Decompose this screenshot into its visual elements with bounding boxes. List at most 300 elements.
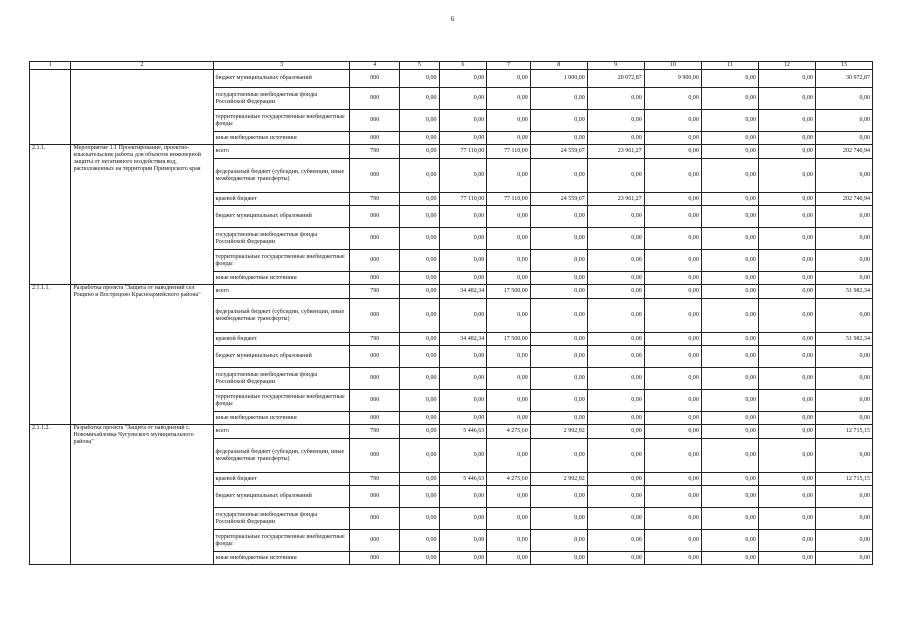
amount-cell: 12 715,15 — [815, 425, 872, 439]
amount-cell: 0,00 — [644, 159, 701, 193]
amount-cell: 51 982,34 — [815, 333, 872, 346]
amount-cell: 0,00 — [758, 272, 815, 285]
amount-cell: 0,00 — [400, 145, 439, 159]
amount-cell: 0,00 — [439, 412, 487, 425]
amount-cell: 0,00 — [530, 439, 587, 473]
amount-cell: 0,00 — [701, 530, 758, 552]
amount-cell: 0,00 — [644, 333, 701, 346]
amount-cell: 0,00 — [400, 299, 439, 333]
amount-cell: 0,00 — [587, 88, 644, 110]
amount-cell: 0,00 — [530, 285, 587, 299]
amount-cell: 0,00 — [587, 333, 644, 346]
amount-cell: 0,00 — [815, 508, 872, 530]
amount-cell: 0,00 — [587, 530, 644, 552]
amount-cell: 0,00 — [530, 159, 587, 193]
amount-cell: 0,00 — [815, 530, 872, 552]
budget-code-cell: 790 — [350, 473, 400, 486]
amount-cell: 0,00 — [644, 110, 701, 132]
amount-cell: 0,00 — [758, 346, 815, 368]
amount-cell: 0,00 — [530, 250, 587, 272]
amount-cell: 0,00 — [701, 110, 758, 132]
budget-code-cell: 000 — [350, 299, 400, 333]
amount-cell: 0,00 — [701, 159, 758, 193]
amount-cell: 0,00 — [530, 206, 587, 228]
amount-cell: 17 500,00 — [487, 333, 531, 346]
funding-source: государственные внебюджетные фонды Российской Федерации — [213, 508, 350, 530]
amount-cell: 0,00 — [701, 250, 758, 272]
amount-cell: 0,00 — [439, 508, 487, 530]
table-row — [30, 285, 873, 299]
amount-cell: 0,00 — [758, 110, 815, 132]
amount-cell: 0,00 — [439, 486, 487, 508]
amount-cell: 24 559,67 — [530, 145, 587, 159]
amount-cell: 34 482,34 — [439, 333, 487, 346]
amount-cell: 0,00 — [644, 206, 701, 228]
amount-cell: 0,00 — [815, 390, 872, 412]
funding-source: краевой бюджет — [213, 193, 350, 206]
funding-source: федеральный бюджет (субсидии, субвенции, иные межбюджетные трансферты) — [213, 439, 350, 473]
amount-cell: 0,00 — [400, 285, 439, 299]
amount-cell: 0,00 — [758, 390, 815, 412]
amount-cell: 0,00 — [644, 346, 701, 368]
funding-source: федеральный бюджет (субсидии, субвенции, иные межбюджетные трансферты) — [213, 159, 350, 193]
budget-code-cell: 790 — [350, 145, 400, 159]
amount-cell: 0,00 — [701, 206, 758, 228]
amount-cell: 0,00 — [400, 333, 439, 346]
amount-cell: 9 900,00 — [644, 70, 701, 88]
amount-cell: 0,00 — [587, 159, 644, 193]
amount-cell: 0,00 — [644, 508, 701, 530]
amount-cell: 0,00 — [439, 250, 487, 272]
amount-cell: 0,00 — [644, 285, 701, 299]
funding-source: территориальные государственные внебюджетные фонды — [213, 250, 350, 272]
amount-cell: 0,00 — [530, 272, 587, 285]
funding-source: государственные внебюджетные фонды Российской Федерации — [213, 88, 350, 110]
budget-code-cell: 000 — [350, 552, 400, 565]
amount-cell: 0,00 — [439, 272, 487, 285]
amount-cell: 0,00 — [587, 552, 644, 565]
funding-source: иные внебюджетные источники — [213, 272, 350, 285]
budget-code-cell: 000 — [350, 110, 400, 132]
amount-cell: 0,00 — [587, 368, 644, 390]
amount-cell: 0,00 — [701, 439, 758, 473]
amount-cell: 0,00 — [587, 299, 644, 333]
amount-cell: 0,00 — [400, 530, 439, 552]
budget-code-cell: 000 — [350, 412, 400, 425]
amount-cell: 2 992,92 — [530, 425, 587, 439]
amount-cell: 0,00 — [530, 412, 587, 425]
header-cell: 8 — [530, 62, 587, 70]
amount-cell: 0,00 — [439, 228, 487, 250]
amount-cell: 12 715,15 — [815, 473, 872, 486]
amount-cell: 0,00 — [400, 473, 439, 486]
amount-cell: 0,00 — [439, 88, 487, 110]
budget-code-cell: 000 — [350, 70, 400, 88]
item-code: 2.1.1.2. — [30, 425, 71, 565]
amount-cell: 0,00 — [587, 285, 644, 299]
amount-cell: 0,00 — [758, 250, 815, 272]
amount-cell: 0,00 — [587, 250, 644, 272]
amount-cell: 0,00 — [701, 88, 758, 110]
funding-source: государственные внебюджетные фонды Российской Федерации — [213, 368, 350, 390]
item-code: 2.1.1.1. — [30, 285, 71, 425]
amount-cell: 0,00 — [815, 299, 872, 333]
amount-cell: 0,00 — [701, 145, 758, 159]
amount-cell: 51 982,34 — [815, 285, 872, 299]
amount-cell: 0,00 — [587, 346, 644, 368]
budget-code-cell: 000 — [350, 368, 400, 390]
funding-source: бюджет муниципальных образований — [213, 206, 350, 228]
amount-cell: 0,00 — [815, 552, 872, 565]
table-row — [30, 145, 873, 159]
amount-cell: 0,00 — [701, 390, 758, 412]
amount-cell: 0,00 — [701, 70, 758, 88]
amount-cell: 0,00 — [530, 368, 587, 390]
funding-source: бюджет муниципальных образований — [213, 486, 350, 508]
amount-cell: 0,00 — [701, 473, 758, 486]
budget-code-cell: 000 — [350, 88, 400, 110]
amount-cell: 0,00 — [400, 272, 439, 285]
amount-cell: 0,00 — [530, 88, 587, 110]
amount-cell: 0,00 — [815, 412, 872, 425]
amount-cell: 0,00 — [758, 70, 815, 88]
budget-code-cell: 790 — [350, 333, 400, 346]
amount-cell: 0,00 — [400, 193, 439, 206]
amount-cell: 0,00 — [644, 193, 701, 206]
funding-source: иные внебюджетные источники — [213, 132, 350, 145]
amount-cell: 24 559,67 — [530, 193, 587, 206]
amount-cell: 0,00 — [701, 368, 758, 390]
budget-code-cell: 000 — [350, 439, 400, 473]
funding-source: территориальные государственные внебюджетные фонды — [213, 530, 350, 552]
amount-cell: 0,00 — [587, 425, 644, 439]
item-title: Разработка проекта "Защита от наводнений с. Новомихайловка Чугуевского муниципального района" — [71, 425, 213, 565]
amount-cell: 0,00 — [644, 88, 701, 110]
budget-code-cell: 000 — [350, 272, 400, 285]
budget-code-cell: 790 — [350, 425, 400, 439]
amount-cell: 0,00 — [758, 425, 815, 439]
amount-cell: 0,00 — [587, 473, 644, 486]
amount-cell: 0,00 — [439, 439, 487, 473]
amount-cell: 0,00 — [487, 439, 531, 473]
amount-cell: 0,00 — [644, 473, 701, 486]
amount-cell: 0,00 — [758, 368, 815, 390]
amount-cell: 0,00 — [487, 159, 531, 193]
amount-cell: 0,00 — [530, 228, 587, 250]
amount-cell: 0,00 — [400, 70, 439, 88]
amount-cell: 0,00 — [487, 412, 531, 425]
amount-cell: 0,00 — [487, 228, 531, 250]
amount-cell: 0,00 — [815, 206, 872, 228]
amount-cell: 0,00 — [439, 368, 487, 390]
amount-cell: 0,00 — [587, 412, 644, 425]
amount-cell: 0,00 — [487, 390, 531, 412]
funding-source: бюджет муниципальных образований — [213, 346, 350, 368]
amount-cell: 0,00 — [400, 486, 439, 508]
amount-cell: 0,00 — [587, 272, 644, 285]
amount-cell: 0,00 — [439, 110, 487, 132]
funding-source: бюджет муниципальных образований — [213, 70, 350, 88]
header-cell: 11 — [701, 62, 758, 70]
amount-cell: 0,00 — [439, 299, 487, 333]
table-row — [30, 70, 873, 88]
amount-cell: 0,00 — [400, 390, 439, 412]
amount-cell: 0,00 — [815, 228, 872, 250]
amount-cell: 0,00 — [400, 228, 439, 250]
amount-cell: 0,00 — [644, 299, 701, 333]
item-title: Разработка проекта "Защита от наводнений сел Рощино и Вострецово Красноармейского района" — [71, 285, 213, 425]
amount-cell: 0,00 — [644, 425, 701, 439]
amount-cell: 0,00 — [815, 88, 872, 110]
amount-cell: 0,00 — [701, 552, 758, 565]
amount-cell: 0,00 — [644, 552, 701, 565]
header-cell: 10 — [644, 62, 701, 70]
budget-code-cell: 000 — [350, 346, 400, 368]
amount-cell: 0,00 — [701, 132, 758, 145]
amount-cell: 0,00 — [758, 473, 815, 486]
amount-cell: 0,00 — [439, 132, 487, 145]
amount-cell: 0,00 — [701, 299, 758, 333]
amount-cell: 17 500,00 — [487, 285, 531, 299]
amount-cell: 0,00 — [758, 486, 815, 508]
amount-cell: 0,00 — [758, 193, 815, 206]
amount-cell: 0,00 — [815, 250, 872, 272]
amount-cell: 0,00 — [439, 70, 487, 88]
amount-cell: 30 972,87 — [815, 70, 872, 88]
amount-cell: 0,00 — [487, 368, 531, 390]
amount-cell: 5 446,63 — [439, 425, 487, 439]
amount-cell: 0,00 — [587, 132, 644, 145]
amount-cell: 0,00 — [644, 368, 701, 390]
amount-cell: 0,00 — [701, 333, 758, 346]
amount-cell: 0,00 — [400, 110, 439, 132]
amount-cell: 0,00 — [439, 206, 487, 228]
funding-source: иные внебюджетные источники — [213, 552, 350, 565]
amount-cell: 0,00 — [701, 228, 758, 250]
amount-cell: 0,00 — [587, 439, 644, 473]
page-number: 6 — [450, 15, 455, 23]
amount-cell: 0,00 — [758, 145, 815, 159]
amount-cell: 0,00 — [487, 530, 531, 552]
budget-code-cell: 000 — [350, 250, 400, 272]
amount-cell: 0,00 — [758, 299, 815, 333]
amount-cell: 0,00 — [530, 530, 587, 552]
amount-cell: 0,00 — [644, 250, 701, 272]
amount-cell: 0,00 — [530, 390, 587, 412]
amount-cell: 0,00 — [439, 530, 487, 552]
item-title — [71, 70, 213, 145]
funding-source: государственные внебюджетные фонды Российской Федерации — [213, 228, 350, 250]
amount-cell: 4 275,60 — [487, 473, 531, 486]
amount-cell: 0,00 — [487, 299, 531, 333]
amount-cell: 0,00 — [530, 110, 587, 132]
budget-code-cell: 000 — [350, 508, 400, 530]
amount-cell: 0,00 — [487, 88, 531, 110]
amount-cell: 0,00 — [487, 70, 531, 88]
amount-cell: 0,00 — [701, 425, 758, 439]
amount-cell: 0,00 — [400, 250, 439, 272]
amount-cell: 77 110,00 — [439, 193, 487, 206]
amount-cell: 0,00 — [815, 132, 872, 145]
amount-cell: 0,00 — [587, 206, 644, 228]
amount-cell: 0,00 — [644, 439, 701, 473]
amount-cell: 0,00 — [758, 412, 815, 425]
amount-cell: 0,00 — [487, 552, 531, 565]
amount-cell: 0,00 — [530, 346, 587, 368]
amount-cell: 0,00 — [815, 110, 872, 132]
amount-cell: 0,00 — [400, 206, 439, 228]
amount-cell: 0,00 — [701, 346, 758, 368]
amount-cell: 23 961,27 — [587, 145, 644, 159]
amount-cell: 0,00 — [400, 425, 439, 439]
amount-cell: 0,00 — [400, 159, 439, 193]
amount-cell: 0,00 — [758, 530, 815, 552]
amount-cell: 202 740,94 — [815, 193, 872, 206]
amount-cell: 0,00 — [439, 346, 487, 368]
funding-source: территориальные государственные внебюджетные фонды — [213, 110, 350, 132]
amount-cell: 0,00 — [530, 132, 587, 145]
amount-cell: 0,00 — [701, 193, 758, 206]
amount-cell: 0,00 — [530, 299, 587, 333]
header-cell: 1 — [30, 62, 71, 70]
header-cell: 2 — [71, 62, 213, 70]
amount-cell: 0,00 — [701, 272, 758, 285]
amount-cell: 0,00 — [487, 346, 531, 368]
amount-cell: 0,00 — [758, 228, 815, 250]
funding-source: иные внебюджетные источники — [213, 412, 350, 425]
amount-cell: 0,00 — [701, 508, 758, 530]
budget-code-cell: 790 — [350, 285, 400, 299]
amount-cell: 0,00 — [701, 486, 758, 508]
amount-cell: 0,00 — [587, 228, 644, 250]
item-code — [30, 70, 71, 145]
amount-cell: 0,00 — [758, 285, 815, 299]
header-cell: 7 — [487, 62, 531, 70]
amount-cell: 0,00 — [815, 486, 872, 508]
amount-cell: 0,00 — [530, 552, 587, 565]
amount-cell: 0,00 — [400, 346, 439, 368]
funding-source: всего — [213, 145, 350, 159]
amount-cell: 0,00 — [400, 368, 439, 390]
amount-cell: 77 110,00 — [487, 193, 531, 206]
amount-cell: 0,00 — [587, 486, 644, 508]
amount-cell: 77 110,00 — [487, 145, 531, 159]
budget-code-cell: 000 — [350, 530, 400, 552]
amount-cell: 202 740,94 — [815, 145, 872, 159]
amount-cell: 0,00 — [644, 390, 701, 412]
amount-cell: 0,00 — [758, 439, 815, 473]
amount-cell: 77 110,00 — [439, 145, 487, 159]
amount-cell: 0,00 — [530, 508, 587, 530]
amount-cell: 0,00 — [644, 145, 701, 159]
budget-table — [29, 61, 873, 565]
funding-source: краевой бюджет — [213, 333, 350, 346]
amount-cell: 0,00 — [758, 552, 815, 565]
amount-cell: 0,00 — [644, 272, 701, 285]
amount-cell: 0,00 — [400, 88, 439, 110]
amount-cell: 0,00 — [487, 132, 531, 145]
header-row — [30, 62, 873, 70]
amount-cell: 0,00 — [439, 390, 487, 412]
funding-source: краевой бюджет — [213, 473, 350, 486]
amount-cell: 34 482,34 — [439, 285, 487, 299]
budget-code-cell: 790 — [350, 193, 400, 206]
amount-cell: 0,00 — [439, 159, 487, 193]
amount-cell: 0,00 — [530, 486, 587, 508]
amount-cell: 0,00 — [587, 110, 644, 132]
amount-cell: 0,00 — [815, 272, 872, 285]
header-cell: 13 — [815, 62, 872, 70]
header-cell: 3 — [213, 62, 350, 70]
amount-cell: 0,00 — [400, 439, 439, 473]
amount-cell: 0,00 — [758, 333, 815, 346]
amount-cell: 0,00 — [400, 552, 439, 565]
amount-cell: 0,00 — [400, 412, 439, 425]
amount-cell: 0,00 — [758, 508, 815, 530]
funding-source: всего — [213, 425, 350, 439]
amount-cell: 0,00 — [758, 132, 815, 145]
amount-cell: 0,00 — [758, 206, 815, 228]
budget-code-cell: 000 — [350, 206, 400, 228]
amount-cell: 0,00 — [644, 228, 701, 250]
header-cell: 9 — [587, 62, 644, 70]
budget-code-cell: 000 — [350, 159, 400, 193]
amount-cell: 0,00 — [758, 88, 815, 110]
header-cell: 5 — [400, 62, 439, 70]
amount-cell: 0,00 — [487, 110, 531, 132]
header-cell: 6 — [439, 62, 487, 70]
amount-cell: 23 961,27 — [587, 193, 644, 206]
amount-cell: 0,00 — [644, 132, 701, 145]
header-cell: 12 — [758, 62, 815, 70]
funding-source: территориальные государственные внебюджетные фонды — [213, 390, 350, 412]
amount-cell: 0,00 — [487, 272, 531, 285]
amount-cell: 0,00 — [487, 206, 531, 228]
amount-cell: 0,00 — [758, 159, 815, 193]
amount-cell: 0,00 — [815, 439, 872, 473]
amount-cell: 2 992,92 — [530, 473, 587, 486]
amount-cell: 0,00 — [644, 530, 701, 552]
header-cell: 4 — [350, 62, 400, 70]
amount-cell: 0,00 — [815, 368, 872, 390]
amount-cell: 0,00 — [644, 486, 701, 508]
table-row — [30, 425, 873, 439]
budget-code-cell: 000 — [350, 486, 400, 508]
amount-cell: 0,00 — [439, 552, 487, 565]
amount-cell: 0,00 — [587, 390, 644, 412]
amount-cell: 0,00 — [487, 508, 531, 530]
budget-code-cell: 000 — [350, 132, 400, 145]
item-code: 2.1.1. — [30, 145, 71, 285]
amount-cell: 0,00 — [701, 285, 758, 299]
amount-cell: 1 000,00 — [530, 70, 587, 88]
funding-source: федеральный бюджет (субсидии, субвенции, иные межбюджетные трансферты) — [213, 299, 350, 333]
amount-cell: 0,00 — [400, 132, 439, 145]
amount-cell: 0,00 — [644, 412, 701, 425]
amount-cell: 0,00 — [530, 333, 587, 346]
amount-cell: 0,00 — [815, 159, 872, 193]
amount-cell: 0,00 — [487, 486, 531, 508]
amount-cell: 0,00 — [587, 508, 644, 530]
funding-source: всего — [213, 285, 350, 299]
budget-code-cell: 000 — [350, 390, 400, 412]
amount-cell: 0,00 — [400, 508, 439, 530]
item-title: Мероприятие 1.1 Проектирование, проектно-изыскательские работы для объектов инженерной защиты от негативного воздействия вод, расположенных на территории Приморского края — [71, 145, 213, 285]
amount-cell: 0,00 — [815, 346, 872, 368]
amount-cell: 0,00 — [487, 250, 531, 272]
amount-cell: 4 275,60 — [487, 425, 531, 439]
amount-cell: 5 446,63 — [439, 473, 487, 486]
